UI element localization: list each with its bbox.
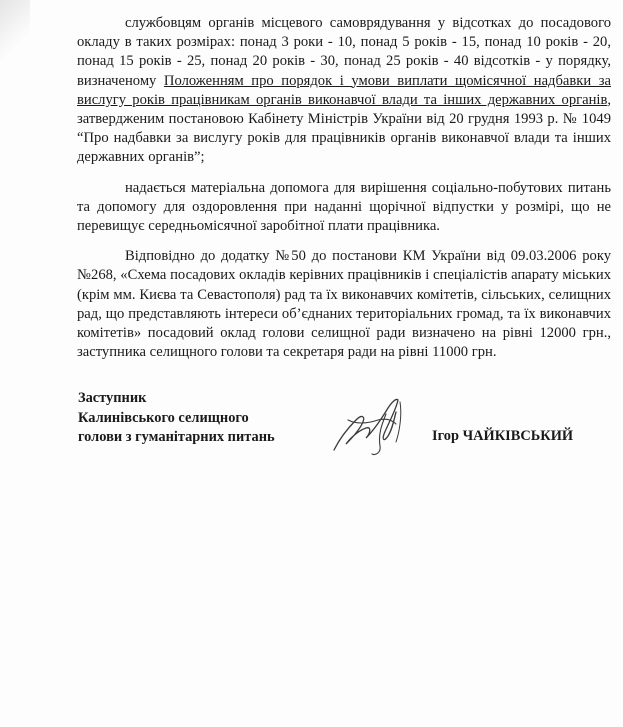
paragraph-material-assistance: надається матеріальна допомога для вирішення соціально-побутових питань та допомогу для оздоровлення при наданні щорічної відпустки у розмірі, що не перевищує середньомісячної заробітної плати працівника. [77, 179, 611, 235]
paragraph-length-of-service [77, 14, 611, 168]
document-body [77, 14, 611, 373]
signatory-title-line2: Калинівського селищного [78, 409, 249, 426]
paragraph1-text-after: , затвердженим постановою Кабінету Міністрів України від 20 грудня 1993 р. № 1049 “Про надбавки за вислугу років для працівників органів виконавчої влади та інших державних органів”; [77, 91, 611, 166]
signatory-name: Ігор ЧАЙКІВСЬКИЙ [432, 428, 574, 444]
scan-shadow [0, 0, 30, 60]
handwritten-signature-icon [326, 390, 421, 462]
signatory-title-line3: голови з гуманітарних питань [78, 429, 275, 445]
regulation-link[interactable]: Положенням про порядок і умови виплати щомісячної надбавки за вислугу років працівникам органів виконавчої влади та інших державних органів [77, 72, 611, 108]
signatory-title-line1: Заступник [78, 390, 147, 406]
paragraph1-text-before: службовцям органів місцевого самоврядування у відсотках до посадового окладу в таких розмірах: понад 3 роки - 10, понад 5 років - 15, понад 10 років - 20, понад 15 років - 25, понад 20 років - 30, понад 25 років - 40 відсотків - у порядку, визначеному [77, 15, 611, 89]
paragraph-salary-scheme: Відповідно до додатку №50 до постанови КМ України від 09.03.2006 року №268, «Схема посадових окладів керівних працівників і спеціалістів апарату міських (крім мм. Києва та Севастополя) рад та їх виконавчих комітетів, сільських, селищних рад, що представляють інтереси об’єднаних територіальних громад, та їх виконавчих комітетів» посадовий оклад голови селищної ради визначено на рівні 12000 грн., заступника селищного голови та секретаря ради на рівні 11000 грн. [77, 248, 611, 361]
signatory-title [78, 389, 275, 448]
